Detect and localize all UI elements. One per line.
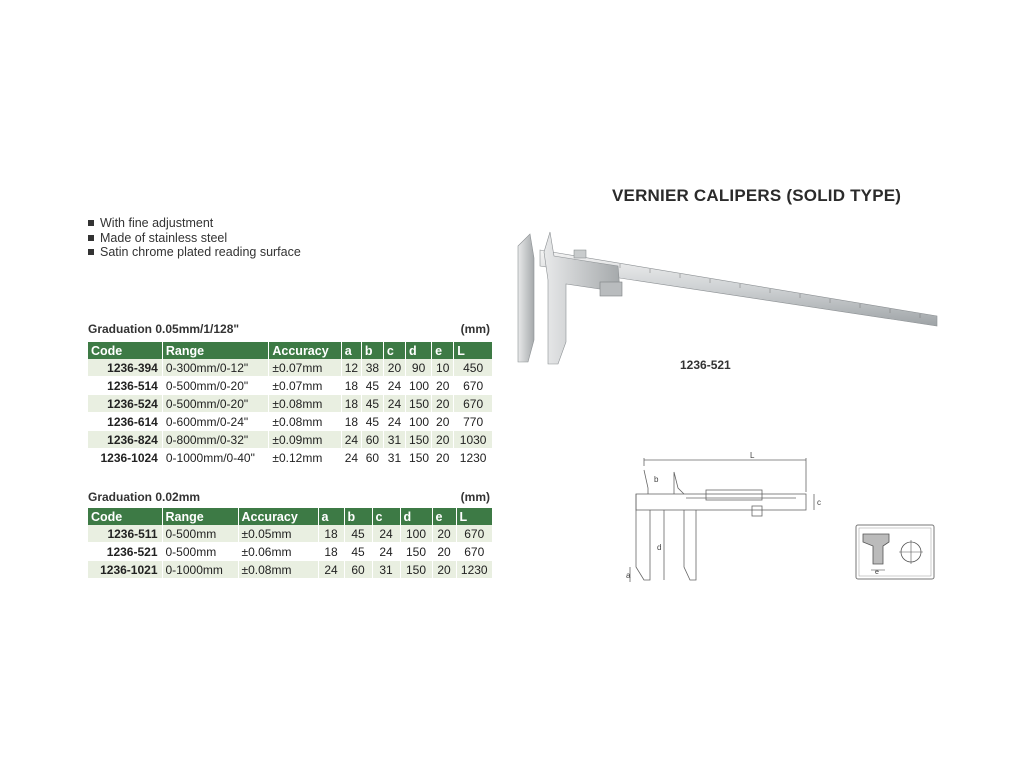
column-header: c	[372, 508, 400, 525]
table-cell: 150	[400, 543, 432, 561]
table-cell: 45	[361, 395, 383, 413]
table2-unit: (mm)	[460, 490, 490, 504]
dimension-label-c: c	[817, 498, 821, 507]
table-cell: 20	[432, 449, 454, 467]
table-cell: 60	[361, 431, 383, 449]
table-cell: 18	[318, 543, 344, 561]
column-header: d	[400, 508, 432, 525]
table-cell: 18	[341, 395, 361, 413]
page-title: VERNIER CALIPERS (SOLID TYPE)	[612, 186, 902, 205]
column-header: c	[383, 342, 405, 359]
table-cell: 31	[372, 561, 400, 579]
table-row	[88, 543, 492, 561]
column-header: Accuracy	[238, 508, 318, 525]
table-cell: 150	[400, 561, 432, 579]
table-cell: 1230	[454, 449, 492, 467]
table2-graduation: Graduation 0.02mm	[88, 490, 201, 504]
table-cell: ±0.08mm	[238, 561, 318, 579]
feature-text: Satin chrome plated reading surface	[100, 245, 301, 259]
table-cell: 20	[432, 525, 456, 543]
table-cell: ±0.06mm	[238, 543, 318, 561]
table-cell: 45	[361, 377, 383, 395]
table-cell: 18	[318, 525, 344, 543]
table-cell: 0-600mm/0-24"	[162, 413, 269, 431]
table-cell: 0-500mm	[162, 525, 238, 543]
table-cell: ±0.08mm	[269, 413, 341, 431]
product-code-cell: 1236-824	[88, 431, 162, 449]
jaw-section-drawing	[855, 524, 935, 580]
table-cell: 90	[406, 359, 432, 377]
table-cell: 20	[383, 359, 405, 377]
table-cell: 18	[341, 377, 361, 395]
table-cell: 60	[361, 449, 383, 467]
table-cell: 24	[383, 413, 405, 431]
table-cell: 31	[383, 449, 405, 467]
column-header: b	[344, 508, 372, 525]
table-cell: 38	[361, 359, 383, 377]
table-cell: ±0.07mm	[269, 377, 341, 395]
column-header: e	[432, 508, 456, 525]
table-cell: 670	[456, 525, 492, 543]
table-row	[88, 395, 492, 413]
table-cell: 45	[361, 413, 383, 431]
table-header-row	[88, 508, 492, 525]
table-cell: 100	[400, 525, 432, 543]
table-row	[88, 431, 492, 449]
feature-item	[88, 216, 301, 231]
feature-item	[88, 231, 301, 246]
table-cell: 24	[372, 543, 400, 561]
table-cell: 24	[383, 377, 405, 395]
dimension-label-b: b	[654, 475, 659, 484]
product-code-label: 1236-521	[680, 358, 731, 372]
column-header: e	[432, 342, 454, 359]
table-row	[88, 449, 492, 467]
table-cell: 150	[406, 431, 432, 449]
table-cell: 24	[341, 449, 361, 467]
table2-heading	[88, 490, 490, 504]
product-code-cell: 1236-1021	[88, 561, 162, 579]
table1-heading	[88, 322, 490, 336]
table-cell: ±0.08mm	[269, 395, 341, 413]
table-row	[88, 561, 492, 579]
table-cell: 20	[432, 431, 454, 449]
table1-unit: (mm)	[460, 322, 490, 336]
table-cell: 0-1000mm/0-40"	[162, 449, 269, 467]
table-cell: 20	[432, 561, 456, 579]
feature-item	[88, 245, 301, 260]
table1-graduation: Graduation 0.05mm/1/128"	[88, 322, 240, 336]
table-cell: 0-500mm	[162, 543, 238, 561]
table-cell: 670	[456, 543, 492, 561]
table-cell: 20	[432, 377, 454, 395]
column-header: Accuracy	[269, 342, 341, 359]
column-header: d	[406, 342, 432, 359]
table-cell: 20	[432, 413, 454, 431]
feature-text: Made of stainless steel	[100, 230, 228, 245]
product-code-cell: 1236-524	[88, 395, 162, 413]
table-cell: 45	[344, 525, 372, 543]
table-cell: 18	[341, 413, 361, 431]
caliper-photo-image	[500, 222, 940, 372]
dimension-label-a: a	[626, 571, 631, 580]
column-header: Code	[88, 508, 162, 525]
table-cell: 20	[432, 395, 454, 413]
spec-table-2	[88, 508, 492, 579]
column-header: L	[456, 508, 492, 525]
square-bullet-icon	[88, 235, 94, 241]
product-code-cell: 1236-511	[88, 525, 162, 543]
feature-text: With fine adjustment	[100, 216, 214, 230]
section-label-e: e	[875, 569, 879, 576]
product-code-cell: 1236-394	[88, 359, 162, 377]
table-row	[88, 413, 492, 431]
spec-table-1	[88, 342, 492, 467]
feature-list	[88, 216, 301, 260]
table-cell: 770	[454, 413, 492, 431]
square-bullet-icon	[88, 249, 94, 255]
column-header: a	[318, 508, 344, 525]
table-cell: 100	[406, 377, 432, 395]
product-code-cell: 1236-521	[88, 543, 162, 561]
table-cell: 24	[341, 431, 361, 449]
table-cell: 0-300mm/0-12"	[162, 359, 269, 377]
table-cell: 24	[383, 395, 405, 413]
table-row	[88, 525, 492, 543]
table-cell: 20	[432, 543, 456, 561]
column-header: a	[341, 342, 361, 359]
table-cell: 100	[406, 413, 432, 431]
table-cell: ±0.09mm	[269, 431, 341, 449]
table-cell: 1230	[456, 561, 492, 579]
dimension-label-l: L	[750, 452, 755, 460]
column-header: b	[361, 342, 383, 359]
table-cell: ±0.12mm	[269, 449, 341, 467]
table-cell: 24	[372, 525, 400, 543]
table-cell: 670	[454, 395, 492, 413]
column-header: Range	[162, 508, 238, 525]
table-cell: 1030	[454, 431, 492, 449]
table-cell: ±0.05mm	[238, 525, 318, 543]
column-header: Code	[88, 342, 162, 359]
dimension-label-d: d	[657, 543, 662, 552]
table-cell: 45	[344, 543, 372, 561]
column-header: L	[454, 342, 492, 359]
square-bullet-icon	[88, 220, 94, 226]
table-cell: 0-1000mm	[162, 561, 238, 579]
table-cell: 0-500mm/0-20"	[162, 395, 269, 413]
product-code-cell: 1236-614	[88, 413, 162, 431]
table-cell: 0-800mm/0-32"	[162, 431, 269, 449]
table-row	[88, 377, 492, 395]
table-cell: 12	[341, 359, 361, 377]
table-cell: ±0.07mm	[269, 359, 341, 377]
caliper-dimension-drawing	[626, 452, 826, 587]
table-cell: 150	[406, 449, 432, 467]
table-cell: 60	[344, 561, 372, 579]
table-cell: 24	[318, 561, 344, 579]
table-cell: 450	[454, 359, 492, 377]
table-row	[88, 359, 492, 377]
table-cell: 31	[383, 431, 405, 449]
table-header-row	[88, 342, 492, 359]
table-cell: 10	[432, 359, 454, 377]
product-code-cell: 1236-1024	[88, 449, 162, 467]
product-code-cell: 1236-514	[88, 377, 162, 395]
table-cell: 670	[454, 377, 492, 395]
column-header: Range	[162, 342, 269, 359]
table-cell: 150	[406, 395, 432, 413]
table-cell: 0-500mm/0-20"	[162, 377, 269, 395]
